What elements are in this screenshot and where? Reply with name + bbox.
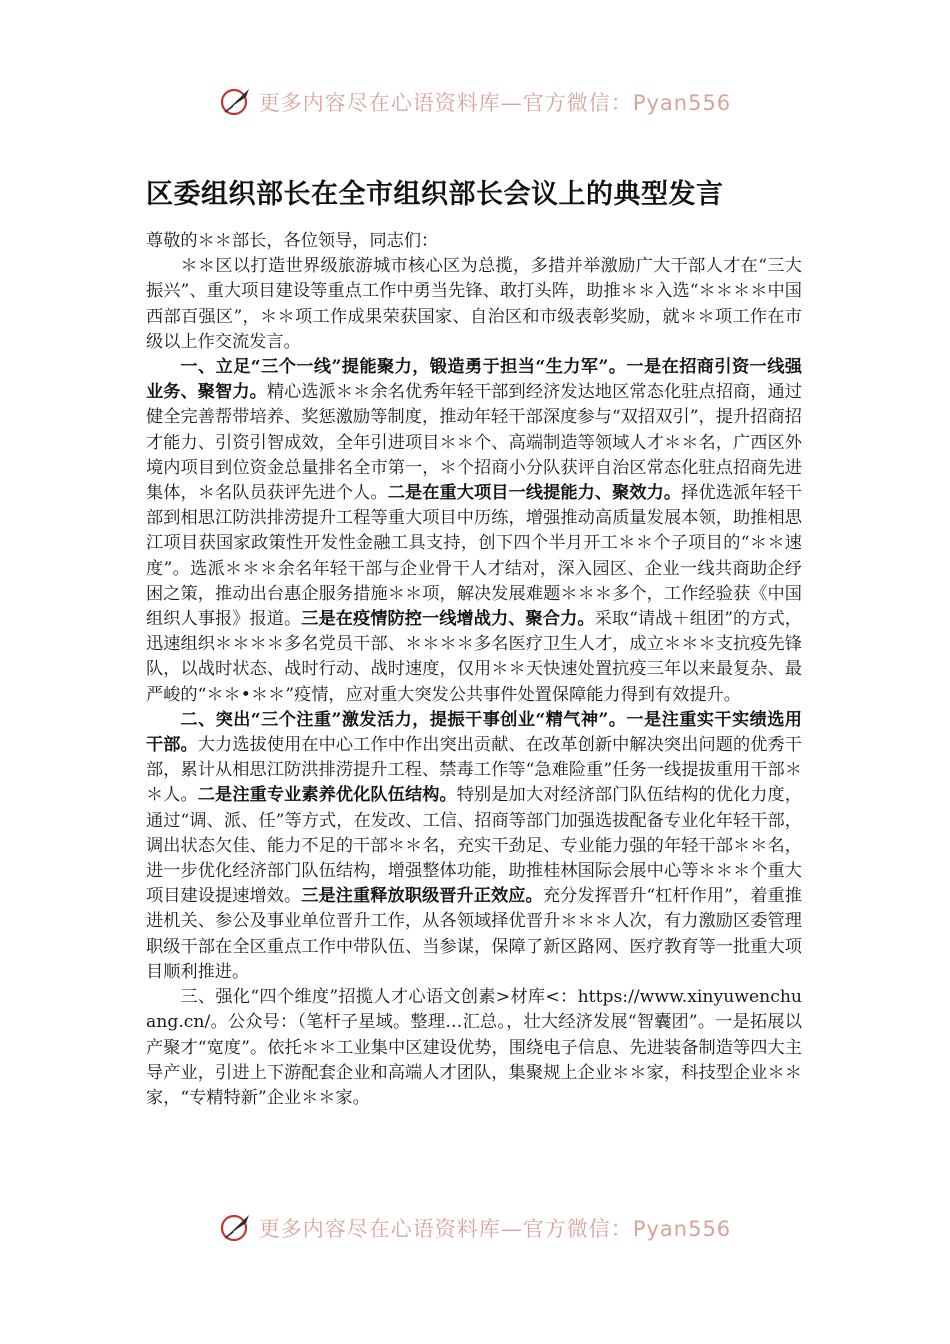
greeting: 尊敬的＊＊部长，各位领导，同志们：: [146, 231, 439, 251]
quill-logo-icon: [219, 1211, 253, 1245]
section-3-paragraph: 三、强化“四个维度”招揽人才心语文创素>材库<：https://www.xinyuwenchuang.cn/。公众号：（笔杆子星域。整理…汇总。，壮大经济发展“智囊团”。一是拓展以产聚才“宽度”。依托＊＊工业集中区建设优势，围绕电子信息、先进装备制造等四大主导产业，引进上下游配套企业和高端人才团队，集聚规上企业＊＊家，科技型企业＊＊家，“专精特新”企业＊＊家。: [146, 987, 802, 1108]
section-1-subheading-2: 二是在重大项目一线提能力、聚效力。: [387, 483, 682, 504]
page-title: 区委组织部长在全市组织部长会议上的典型发言: [146, 179, 724, 210]
banner-text: 更多内容尽在心语资料库—官方微信：Pyan556: [258, 1217, 732, 1241]
section-2-heading: 二、突出“三个注重”激发活力，提振干事创业“精气神”。: [180, 709, 627, 730]
document-body: [146, 229, 802, 1111]
section-1-paragraph: 一、立足“三个一线”提能聚力，锻造勇于担当“生力军”。一是在招商引资一线强业务、聚智力。精心选派＊＊余名优秀年轻干部到经济发达地区常态化驻点招商，通过健全完善帮带培养、奖惩激励等制度，推动年轻干部深度参与“双招双引”，提升招商招才能力、引资引智成效，全年引进项目＊＊个、高端制造等领域人才＊＊名，广西区外境内项目到位资金总量排名全市第一，＊个招商小分队获评自治区常态化驻点招商先进集体，＊名队员获评先进个人。二是在重大项目一线提能力、聚效力。择优选派年轻干部到相思江防洪排涝提升工程等重大项目中历练，增强推动高质量发展本领，助推相思江项目获国家政策性开发性金融工具支持，创下四个半月开工＊＊个子项目的“＊＊速度”。选派＊＊＊余名年轻干部与企业骨干人才结对，深入园区、企业一线共商助企纾困之策，推动出台惠企服务措施＊＊项，解决发展难题＊＊＊多个，工作经验获《中国组织人事报》报道。三是在疫情防控一线增战力、聚合力。采取“请战＋组团”的方式，迅速组织＊＊＊＊多名党员干部、＊＊＊＊多名医疗卫生人才，成立＊＊＊支抗疫先锋队，以战时状态、战时行动、战时速度，仅用＊＊天快速处置抗疫三年以来最复杂、最严峻的“＊＊•＊＊”疫情，应对重大突发公共事件处置保障能力得到有效提升。: [146, 357, 802, 705]
section-1-subheading-1: 一是在招商引资一线强业务、聚智力。: [146, 357, 802, 403]
section-2-subheading-3: 三是注重释放职级晋升正效应。: [301, 886, 543, 907]
section-2-subheading-1: 一是注重实干实绩选用干部。: [146, 709, 802, 756]
intro-paragraph: ＊＊区以打造世界级旅游城市核心区为总揽，多措并举激励广大干部人才在“三大振兴”、重大项目建设等重点工作中勇当先锋、敢打头阵，助推＊＊入选“＊＊＊＊中国西部百强区”，＊＊项工作成果荣获国家、自治区和市级表彰奖励，就＊＊项工作在市级以上作交流发言。: [146, 256, 802, 352]
banner-text: 更多内容尽在心语资料库—官方微信：Pyan556: [258, 91, 732, 115]
section-2-subheading-2: 二是注重专业素养优化队伍结构。: [197, 785, 457, 806]
quill-logo-icon: [219, 85, 253, 119]
footer-watermark-banner: [0, 1208, 950, 1248]
header-watermark-banner: [0, 82, 950, 122]
section-1-heading: 一、立足“三个一线”提能聚力，锻造勇于担当“生力军”。: [180, 357, 627, 378]
section-1-subheading-3: 三是在疫情防控一线增战力、聚合力。: [301, 609, 595, 630]
section-2-paragraph: 二、突出“三个注重”激发活力，提振干事创业“精气神”。一是注重实干实绩选用干部。大力选拔使用在中心工作中作出突出贡献、在改革创新中解决突出问题的优秀干部，累计从相思江防洪排涝提升工程、禁毒工作等“急难险重”任务一线提拔重用干部＊＊人。二是注重专业素养优化队伍结构。特别是加大对经济部门队伍结构的优化力度，通过“调、派、任”等方式，在发改、工信、招商等部门加强选拔配备专业化年轻干部，调出状态欠佳、能力不足的干部＊＊名，充实干劲足、专业能力强的年轻干部＊＊名，进一步优化经济部门队伍结构，增强整体功能，助推桂林国际会展中心等＊＊＊个重大项目建设提速增效。三是注重释放职级晋升正效应。充分发挥晋升“杠杆作用”，着重推进机关、参公及事业单位晋升工作，从各领域择优晋升＊＊＊人次，有力激励区委管理职级干部在全区重点工作中带队伍、当参谋，保障了新区路网、医疗教育等一批重大项目顺利推进。: [146, 709, 802, 982]
